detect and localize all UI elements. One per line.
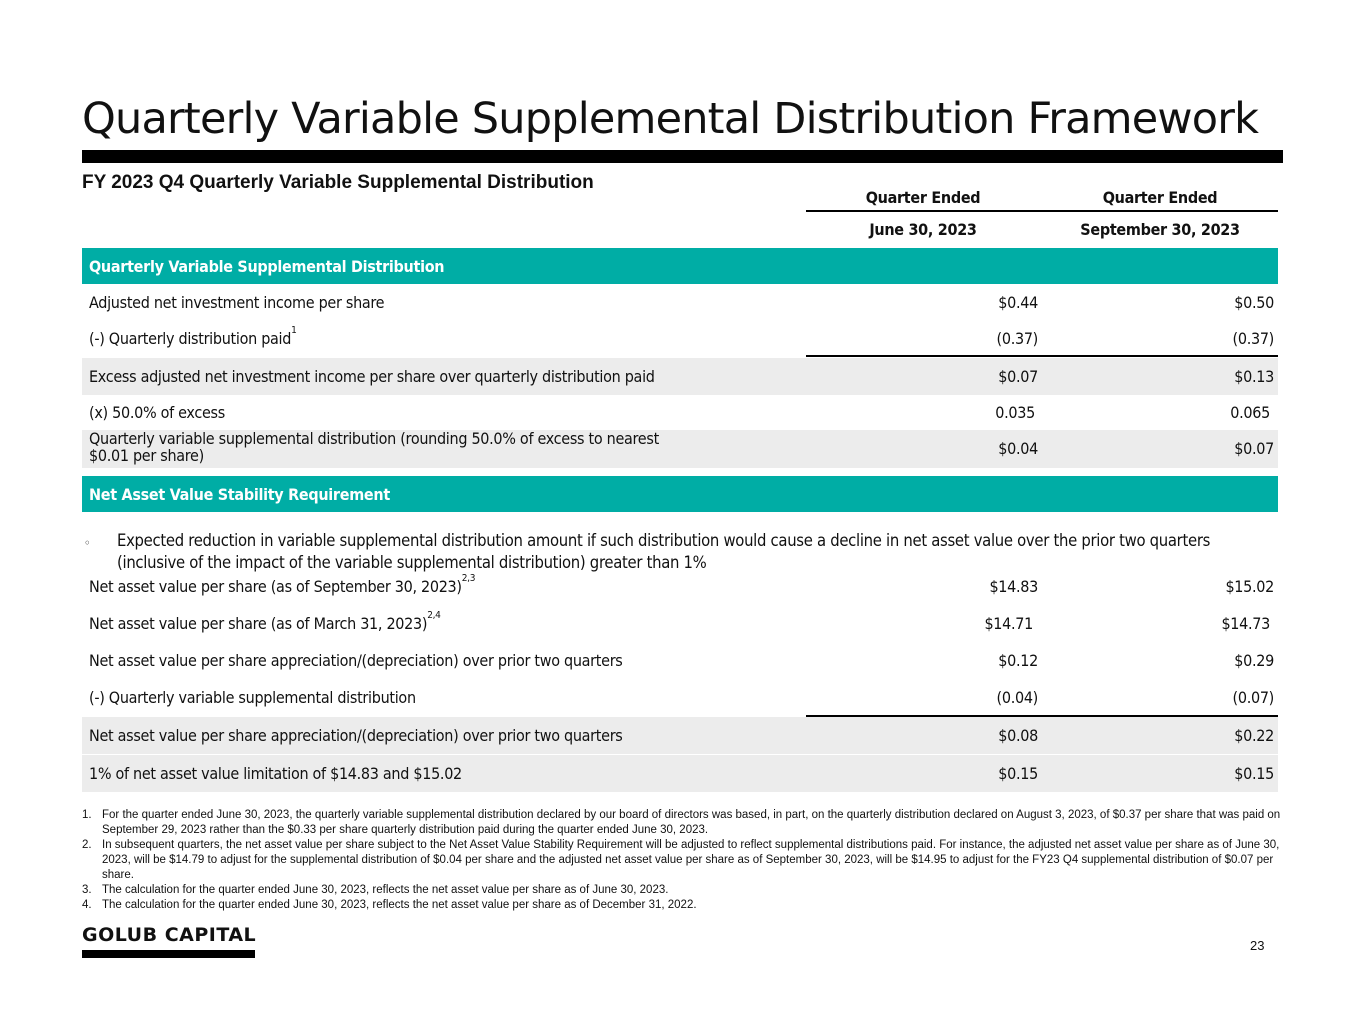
company-logo: GOLUB CAPITAL [82,924,257,946]
table-row [82,717,1278,754]
row-value-september: $0.22 [1234,726,1274,745]
section-subtitle: FY 2023 Q4 Quarterly Variable Supplemental Distribution [82,172,594,193]
logo-bar [82,950,255,958]
row-label: Excess adjusted net investment income per share over quarterly distribution paid [89,367,655,386]
row-value-june: $0.08 [998,726,1038,745]
row-label: Net asset value per share appreciation/(depreciation) over prior two quarters [89,726,623,745]
table-row [82,568,1278,605]
row-label: 1% of net asset value limitation of $14.83 and $15.02 [89,764,462,783]
row-value-june: $0.12 [998,651,1038,670]
footnote-ref: 2,3 [461,573,476,584]
table-row [82,679,1278,716]
row-value-june: 0.035 [995,403,1035,422]
bullet-icon: ◦ [84,536,91,550]
footnote-ref: 1 [291,325,297,336]
row-value-june: $0.15 [998,764,1038,783]
row-label: Net asset value per share (as of September 30, 2023)$^{2,3}$ [89,573,476,596]
footnote-ref: 2,4 [427,610,441,621]
row-value-september: $0.13 [1234,367,1274,386]
row-value-june: $0.04 [998,439,1038,458]
table-row [82,755,1278,792]
row-label: Adjusted net investment income per share [89,293,385,312]
title-divider [82,150,1283,163]
table-row [82,642,1278,679]
row-value-june: $0.44 [998,293,1038,312]
section-header-distribution: Quarterly Variable Supplemental Distribution [82,248,1278,284]
footnote: 2. In subsequent quarters, the net asset value per share subject to the Net Asset Value Stability Requirement will be adjusted to reflect supplemental distributions paid. For instance, the adjusted net asset value per share as of June 30, 2023, will be $14.79 to adjust for the supplemental distribution of $0.04 per share and the adjusted net asset value per share as of September 30, 2023, will be $14.95 to adjust for the FY23 Q4 supplemental distribution of $0.07 per share. [82,839,1280,881]
column-header-1-line2: June 30, 2023 [869,220,977,239]
row-value-september: $14.73 [1221,614,1270,633]
footnote: 3. The calculation for the quarter ended June 30, 2023, reflects the net asset value per share as of June 30, 2023. [82,884,669,896]
table-row [82,320,1278,357]
column-header-1-line1: Quarter Ended [865,188,981,207]
section-header-nav-stability: Net Asset Value Stability Requirement [82,476,1278,512]
row-label: (-) Quarterly distribution paid$^1$ [89,325,297,348]
table-row [82,394,1278,431]
row-value-june: (0.37) [996,329,1038,348]
row-value-september: (0.07) [1232,688,1274,707]
footnote: 4. The calculation for the quarter ended June 30, 2023, reflects the net asset value per share as of December 31, 2022. [82,899,697,911]
row-label: Net asset value per share (as of March 31, 2023)$^{2,4}$ [89,610,441,633]
row-value-june: $14.83 [989,577,1038,596]
column-header-2-line1: Quarter Ended [1102,188,1218,207]
table-row [82,430,1278,468]
row-value-september: $0.15 [1234,764,1274,783]
row-value-september: $0.07 [1234,439,1274,458]
footnote: 1. For the quarter ended June 30, 2023, the quarterly variable supplemental distribution declared by our board of directors was based, in part, on the quarterly distribution declared on August 3, 2023, of $0.37 per share that was paid on September 29, 2023 rather than the $0.33 per share quarterly distribution paid during the quarter ended June 30, 2023. [82,809,1281,836]
row-value-september: 0.065 [1230,403,1270,422]
subtotal-divider [806,355,1278,357]
page-number: 23 [1250,938,1265,953]
page-title: Quarterly Variable Supplemental Distribution Framework [82,94,1259,144]
table-row [82,358,1278,395]
row-value-september: $0.50 [1234,293,1274,312]
row-label: Quarterly variable supplemental distribution (rounding 50.0% of excess to nearest $0.01 per share) [89,429,659,465]
header-divider [806,210,1278,212]
column-header-2-line2: September 30, 2023 [1080,220,1240,239]
footnotes [82,808,1282,913]
row-label: (-) Quarterly variable supplemental distribution [89,688,416,707]
row-value-june: $14.71 [984,614,1033,633]
row-value-september: $15.02 [1225,577,1274,596]
bullet-text: Expected reduction in variable supplemental distribution amount if such distribution would cause a decline in net asset value over the prior two quarters (inclusive of the impact of the variable supplemental distribution) greater than 1% [117,531,1211,572]
row-value-september: $0.29 [1234,651,1274,670]
row-value-september: (0.37) [1232,329,1274,348]
table-row [82,284,1278,321]
row-value-june: $0.07 [998,367,1038,386]
row-label: (x) 50.0% of excess [89,403,225,422]
row-value-june: (0.04) [996,688,1038,707]
table-row [82,605,1278,642]
row-label: Net asset value per share appreciation/(depreciation) over prior two quarters [89,651,623,670]
